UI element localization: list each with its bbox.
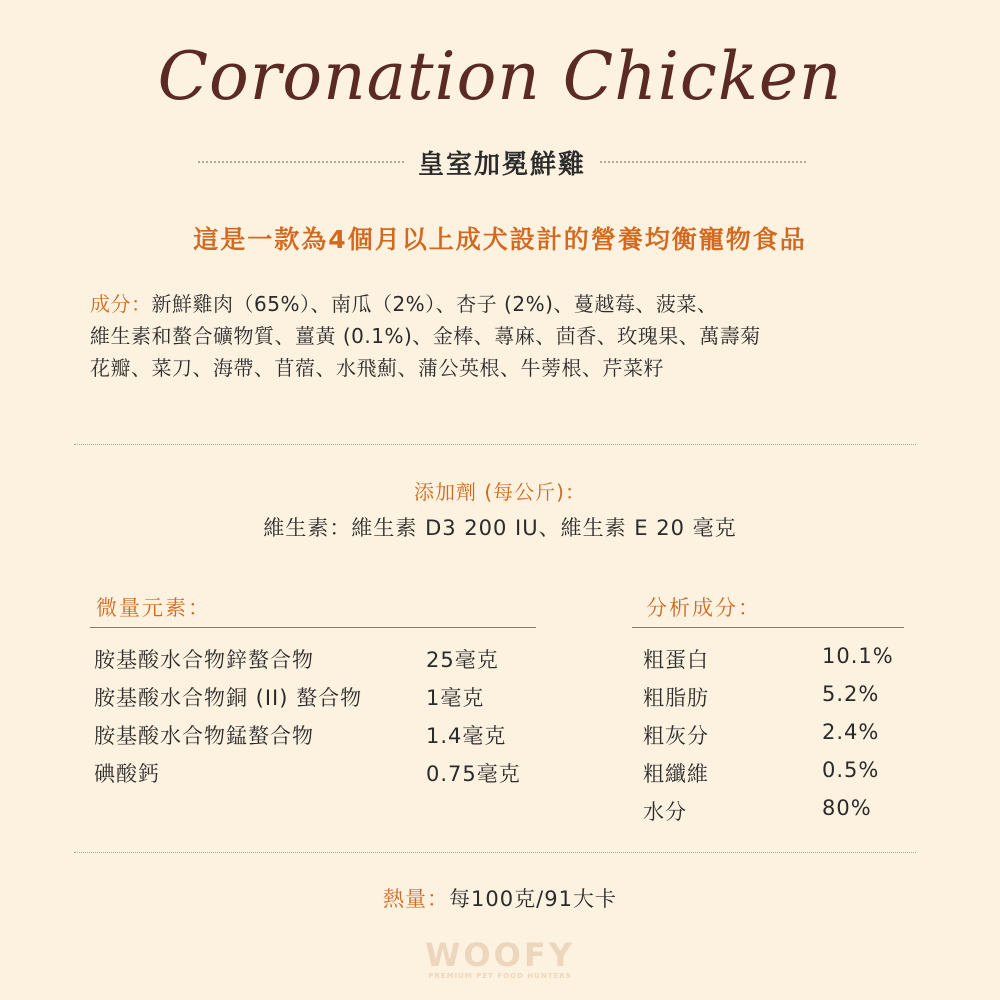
tagline: 這是一款為4個月以上成犬設計的營養均衡寵物食品 bbox=[193, 225, 807, 254]
divider-left bbox=[198, 161, 404, 163]
analysis-value: 10.1% bbox=[822, 644, 894, 668]
ingredients-label: 成分： bbox=[90, 292, 152, 316]
ingredients-line bbox=[90, 288, 920, 320]
section-divider bbox=[74, 852, 916, 853]
analysis-name: 粗蛋白 bbox=[643, 648, 709, 672]
analysis-name: 粗灰分 bbox=[643, 724, 709, 748]
additives-value: 維生素：維生素 D3 200 IU、維生素 E 20 毫克 bbox=[263, 516, 737, 540]
logo-tagline: PREMIUM PET FOOD HUNTERS bbox=[428, 972, 572, 980]
trace-amount: 0.75毫克 bbox=[426, 762, 521, 786]
section-divider bbox=[74, 444, 916, 445]
analysis-name: 水分 bbox=[643, 800, 687, 824]
additives-label: 添加劑 (每公斤)： bbox=[414, 480, 586, 504]
analysis-heading: 分析成分： bbox=[646, 596, 761, 620]
ingredients-line: 維生素和螯合礦物質、薑黃 (0.1%)、金棒、蕁麻、茴香、玫瑰果、萬壽菊 bbox=[90, 324, 761, 348]
trace-name: 碘酸鈣 bbox=[94, 762, 160, 786]
ingredients-block bbox=[90, 288, 920, 384]
ingredients-line: 花瓣、菜刀、海帶、苜蓿、水飛薊、蒲公英根、牛蒡根、芹菜籽 bbox=[90, 356, 664, 380]
trace-name: 胺基酸水合物錳螯合物 bbox=[94, 724, 314, 748]
ingredients-text: 新鮮雞肉（65%）、南瓜（2%）、杏子 (2%)、蔓越莓、菠菜、 bbox=[151, 292, 718, 316]
brand-logo bbox=[0, 938, 1000, 980]
trace-amount: 1.4毫克 bbox=[426, 724, 507, 748]
subtitle-row bbox=[198, 142, 806, 182]
trace-amount: 25毫克 bbox=[426, 648, 499, 672]
energy-value: 每100克/91大卡 bbox=[449, 887, 617, 911]
energy-line bbox=[0, 883, 1000, 913]
analysis-underline bbox=[632, 627, 904, 628]
trace-underline bbox=[90, 627, 536, 628]
analysis-name: 粗纖維 bbox=[643, 762, 709, 786]
logo-wordmark: WOOFY bbox=[425, 936, 575, 974]
divider-right bbox=[600, 161, 806, 163]
trace-name: 胺基酸水合物銅 (II) 螯合物 bbox=[94, 686, 363, 710]
trace-amount: 1毫克 bbox=[426, 686, 485, 710]
analysis-value: 0.5% bbox=[822, 758, 880, 782]
trace-heading: 微量元素： bbox=[96, 596, 211, 620]
analysis-name: 粗脂肪 bbox=[643, 686, 709, 710]
analysis-value: 2.4% bbox=[822, 720, 880, 744]
analysis-value: 80% bbox=[822, 796, 872, 820]
subtitle: 皇室加冕鮮雞 bbox=[418, 149, 587, 180]
trace-name: 胺基酸水合物鋅螯合物 bbox=[94, 648, 314, 672]
energy-label: 熱量： bbox=[383, 887, 450, 911]
page-title: Coronation Chicken bbox=[157, 38, 843, 115]
analysis-value: 5.2% bbox=[822, 682, 880, 706]
